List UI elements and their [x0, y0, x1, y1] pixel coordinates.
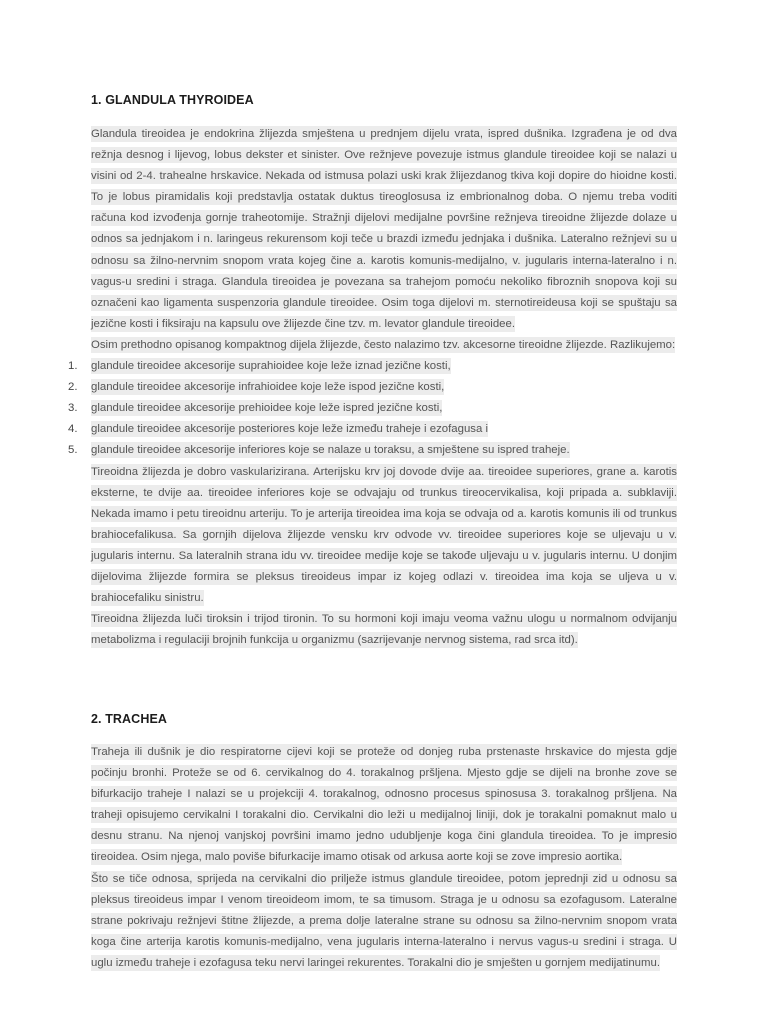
list-number: 4. [68, 423, 78, 436]
list-item-text: glandule tireoidee akcesorije infrahioidee koje leže ispod jezične kosti, [91, 381, 445, 394]
paragraph [91, 609, 677, 651]
paragraph-text: Glandula tireoidea je endokrina žlijezda smještena u prednjem dijelu vrata, ispred dušnika. Izgrađena je od dva režnja desnog i lijevog, lobus dekster et sinister. Ove režnjeve povezuje istmus glandule tireoidee koji se nalazi u visini od 2-4. trahealne hrskavice. Nekada od istmusa polazi uski krak žlijezdanog tkiva koji dopire do hioidne kosti. To je lobus piramidalis koji predstavlja ostatak duktus tireoglosusa iz embrionalnog doba. O njemu treba voditi računa kod izvođenja gornje traheotomije. Stražnji dijelovi medijalne površine režnjeva tireoidne žlijezde dolaze u odnos sa jednjakom i n. laringeus rekurensom koji teče u brazdi između jednjaka i dušnika. Lateralno režnjevi su u odnosu sa žilno-nervnim snopom vrata kojeg čine a. karotis komunis-medijalno, v. jugularis interna-lateralno i n. vagus-u sredini i straga. Glandula tireoidea je povezana sa trahejom pomoću nekoliko fibroznih snopova koji su označeni kao ligamenta suspenzoria glandule tireoidee. Osim toga dijelovi m. sternotireideusa koji se spuštaju sa jezične kosti i fiksiraju na kapsulu ove žlijezde čine tzv. m. levator glandule tireoidee. [91, 128, 677, 330]
list-item [68, 398, 677, 419]
paragraph-text: Što se tiče odnosa, sprijeda na cervikalni dio prilježe istmus glandule tireoidee, potom jeprednji zid u odnosu sa pleksus tireoideus impar I venom tireoideom imom, te sa timusom. Straga je u odnosu sa ezofagusom. Lateralne strane pokrivaju režnjevi štitne žlijezde, a prema dolje lateralne strane su odnosu sa žilno-nervnim snopom vrata koga čine arterija karotis komunis-medijalno, vena jugularis interna-lateralno i nervus vagus-u sredini i straga. U uglu između traheje i ezofagusa teku nervi laringei rekurentes. Torakalni dio je smješten u gornjem medijatinumu. [91, 872, 677, 969]
section-body-glandula-thyroidea [68, 124, 677, 651]
list-number: 1. [68, 360, 78, 373]
list-item-text: glandule tireoidee akcesorije posteriores koje leže između traheje i ezofagusa i [91, 423, 489, 436]
paragraph-text: Tireoidna žlijezda luči tiroksin i trijod tironin. To su hormoni koji imaju veoma važnu ulogu u normalnom odvijanju metabolizma i regulaciji brojnih funkcija u organizmu (sazrijevanje nervnog sistema, rad srca itd). [91, 613, 677, 647]
list-item-text: glandule tireoidee akcesorije suprahioidee koje leže iznad jezične kosti, [91, 360, 451, 373]
section-body-trachea [91, 742, 677, 974]
list-item [68, 440, 677, 461]
paragraph [91, 869, 677, 974]
paragraph-text: Osim prethodno opisanog kompaktnog dijela žlijezde, često nalazimo tzv. akcesorne tireoidne žlijezde. Razlikujemo: [91, 338, 676, 351]
section-heading-trachea: 2. TRACHEA [91, 712, 168, 726]
paragraph [91, 124, 677, 335]
list-item [68, 356, 677, 377]
list-item-text: glandule tireoidee akcesorije inferiores koje se nalaze u toraksu, a smještene su ispred traheje. [91, 444, 570, 457]
list-number: 5. [68, 444, 78, 457]
paragraph [91, 335, 677, 356]
list-item [68, 377, 677, 398]
list-item-text: glandule tireoidee akcesorije prehioidee koje leže ispred jezične kosti, [91, 402, 443, 415]
paragraph-text: Tireoidna žlijezda je dobro vaskularizirana. Arterijsku krv joj dovode dvije aa. tireoidee superiores, grane a. karotis eksterne, te dvije aa. tireoidee inferiores koje se odvajaju od trunkus tireocervikalisa, koji pripada a. subklaviji. Nekada imamo i petu tireoidnu arteriju. To je arterija tireoidea ima koja se odvaja od a. karotis komunis ili od trunkus brahiocefalikusa. Sa gornjih dijelova žlijezde vensku krv odvode vv. tireoidee superiores koje se uljevaju u v. jugularis internu. Sa lateralnih strana idu vv. tireoidee medije koje se takođe uljevaju u v. jugularis internu. U donjim dijelovima žlijezde formira se pleksus tireoideus impar iz kojeg odlazi v. tireoidea ima koja se uljeva u v. brahiocefaliku sinistru. [91, 465, 677, 605]
list-item [68, 419, 677, 440]
paragraph [91, 462, 677, 610]
list-number: 3. [68, 402, 78, 415]
paragraph [91, 742, 677, 869]
section-heading-glandula-thyroidea: 1. GLANDULA THYROIDEA [91, 93, 254, 107]
accessory-glands-list [68, 356, 677, 461]
paragraph-text: Traheja ili dušnik je dio respiratorne cijevi koji se proteže od donjeg ruba prstenaste hrskavice do mjesta gdje počinju bronhi. Proteže se od 6. cervikalnog do 4. torakalnog pršljena. Mjesto gdje se dijeli na bronhe zove se bifurkacijo traheje I nalazi se u projekciji 4. torakalnog, odnosno procesus spinosusa 3. torakalnog pršljena. Na traheji opisujemo cervikalni I torakalni dio. Cervikalni dio leži u medijalnoj liniji, dok je torakalni pomaknut malo u desnu stranu. Na njenoj vanjskoj površini imamo jedno udubljenje koga čini glandula tireoidea. To je impresio tireoidea. Osim njega, malo poviše bifurkacije imamo otisak od arkusa aorte koji se zove impresio aortika. [91, 746, 677, 864]
list-number: 2. [68, 381, 78, 394]
